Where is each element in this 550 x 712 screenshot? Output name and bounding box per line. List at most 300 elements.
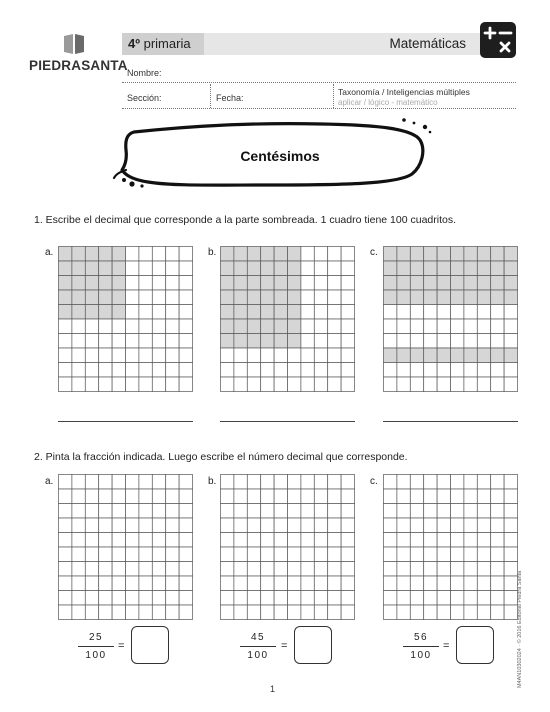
grid-cell <box>261 348 274 363</box>
grid-cell <box>314 334 327 349</box>
shaded-cell <box>274 261 287 276</box>
field-divider <box>333 84 334 108</box>
shaded-cell <box>99 290 112 305</box>
grid-cell <box>424 518 437 533</box>
shaded-cell <box>397 348 410 363</box>
grid-cell <box>221 489 234 504</box>
grid-cell <box>314 290 327 305</box>
shaded-cell <box>451 247 464 262</box>
grid-cell <box>477 504 490 519</box>
shaded-cell <box>85 290 98 305</box>
grid-cell <box>504 562 517 577</box>
grid-cell <box>397 363 410 378</box>
grid-cell <box>152 348 165 363</box>
grid-cell <box>247 547 260 562</box>
grid-cell <box>179 290 192 305</box>
grid-cell <box>179 547 192 562</box>
shaded-cell <box>464 247 477 262</box>
shaded-cell <box>424 290 437 305</box>
grid-cell <box>72 576 85 591</box>
grid-cell <box>99 363 112 378</box>
grid-cell <box>221 504 234 519</box>
item-letter: b. <box>208 476 217 487</box>
grid-cell <box>99 319 112 334</box>
shaded-cell <box>234 319 247 334</box>
grid-cell <box>424 576 437 591</box>
grid-cell <box>301 562 314 577</box>
grid-cell <box>477 562 490 577</box>
shaded-cell <box>85 261 98 276</box>
grid-cell <box>112 377 125 392</box>
shaded-cell <box>437 247 450 262</box>
grid-cell <box>72 518 85 533</box>
grid-cell <box>437 518 450 533</box>
grid-cell <box>314 533 327 548</box>
grid-cell <box>126 261 139 276</box>
grid-cell <box>437 533 450 548</box>
grid-cell <box>85 504 98 519</box>
answer-line[interactable] <box>58 421 193 422</box>
grid-cell <box>152 605 165 620</box>
grid-cell <box>72 533 85 548</box>
grid-cell <box>247 591 260 606</box>
shaded-cell <box>410 348 423 363</box>
grid-cell <box>139 348 152 363</box>
grid-cell <box>410 504 423 519</box>
shaded-cell <box>504 290 517 305</box>
grid-cell <box>384 576 397 591</box>
shaded-cell <box>261 305 274 320</box>
grid-cell <box>504 518 517 533</box>
shaded-cell <box>247 305 260 320</box>
grid-cell <box>314 489 327 504</box>
shaded-cell <box>491 276 504 291</box>
shaded-cell <box>491 290 504 305</box>
grid-cell <box>112 348 125 363</box>
section-date-field[interactable] <box>122 108 516 109</box>
grid-cell <box>152 518 165 533</box>
grid-cell <box>274 576 287 591</box>
grid-cell <box>491 504 504 519</box>
grid-cell <box>288 576 301 591</box>
grid-cell <box>477 305 490 320</box>
grid-cell <box>384 591 397 606</box>
shaded-cell <box>504 261 517 276</box>
grid-cell <box>328 334 341 349</box>
grid-cell <box>85 377 98 392</box>
hundred-grid-blank-c[interactable] <box>383 474 518 620</box>
shaded-cell <box>424 276 437 291</box>
grid-cell <box>301 348 314 363</box>
grid-cell <box>384 319 397 334</box>
shaded-cell <box>477 261 490 276</box>
grid-cell <box>261 377 274 392</box>
grid-cell <box>179 247 192 262</box>
section-label: Sección: <box>127 93 162 103</box>
grid-cell <box>504 547 517 562</box>
grid-cell <box>139 489 152 504</box>
grid-cell <box>328 363 341 378</box>
grid-cell <box>166 504 179 519</box>
grid-cell <box>59 334 72 349</box>
hundred-grid-shaded-b <box>220 246 355 392</box>
grid-cell <box>152 261 165 276</box>
grid-cell <box>288 562 301 577</box>
grid-cell <box>491 489 504 504</box>
grid-cell <box>85 576 98 591</box>
grid-cell <box>72 591 85 606</box>
grid-cell <box>139 518 152 533</box>
grid-cell <box>261 547 274 562</box>
fraction-numerator: 56 <box>413 632 429 643</box>
grid-cell <box>274 363 287 378</box>
grid-cell <box>166 276 179 291</box>
grid-cell <box>301 518 314 533</box>
grid-cell <box>477 319 490 334</box>
grid-cell <box>384 504 397 519</box>
grid-cell <box>301 504 314 519</box>
shaded-cell <box>477 348 490 363</box>
grid-cell <box>234 348 247 363</box>
grid-cell <box>504 363 517 378</box>
grid-cell <box>410 547 423 562</box>
grid-cell <box>504 334 517 349</box>
shaded-cell <box>274 319 287 334</box>
grid-cell <box>384 547 397 562</box>
grid-cell <box>314 348 327 363</box>
grid-cell <box>221 605 234 620</box>
shaded-cell <box>288 305 301 320</box>
grid-cell <box>166 475 179 490</box>
shaded-cell <box>72 276 85 291</box>
grid-cell <box>288 591 301 606</box>
grid-cell <box>341 290 354 305</box>
grid-cell <box>166 261 179 276</box>
grid-cell <box>397 576 410 591</box>
shaded-cell <box>112 290 125 305</box>
decimal-answer-box[interactable] <box>456 626 494 664</box>
shaded-cell <box>247 319 260 334</box>
grid-cell <box>437 504 450 519</box>
shaded-cell <box>85 247 98 262</box>
grid-cell <box>166 348 179 363</box>
grid-cell <box>384 475 397 490</box>
grid-cell <box>166 562 179 577</box>
grid-cell <box>437 562 450 577</box>
shaded-cell <box>234 334 247 349</box>
item-letter: a. <box>45 476 54 487</box>
grid-cell <box>384 305 397 320</box>
shaded-cell <box>464 276 477 291</box>
grid-cell <box>247 475 260 490</box>
fraction-bar <box>78 646 114 647</box>
grid-cell <box>288 605 301 620</box>
grid-cell <box>274 475 287 490</box>
grid-cell <box>261 363 274 378</box>
grid-cell <box>437 334 450 349</box>
grid-cell <box>491 605 504 620</box>
grid-cell <box>179 363 192 378</box>
grade-number: 4º <box>128 36 140 51</box>
grid-cell <box>288 518 301 533</box>
grid-cell <box>301 591 314 606</box>
grid-cell <box>152 276 165 291</box>
grid-cell <box>301 276 314 291</box>
grid-cell <box>464 334 477 349</box>
grid-cell <box>99 576 112 591</box>
grid-cell <box>410 489 423 504</box>
shaded-cell <box>288 276 301 291</box>
grid-cell <box>477 377 490 392</box>
grid-cell <box>477 475 490 490</box>
grid-cell <box>139 591 152 606</box>
grid-cell <box>152 533 165 548</box>
grid-cell <box>464 518 477 533</box>
grid-cell <box>341 504 354 519</box>
shaded-cell <box>288 319 301 334</box>
grid-cell <box>437 377 450 392</box>
grid-cell <box>152 489 165 504</box>
grid-cell <box>85 562 98 577</box>
fraction-c <box>403 631 439 662</box>
grid-cell <box>221 363 234 378</box>
grid-cell <box>234 591 247 606</box>
grid-cell <box>72 334 85 349</box>
shaded-cell <box>261 319 274 334</box>
shaded-cell <box>410 290 423 305</box>
exercise-1-instruction: 1. Escribe el decimal que corresponde a la parte sombreada. 1 cuadro tiene 100 cuadritos. <box>34 214 456 226</box>
grid-cell <box>288 348 301 363</box>
grid-cell <box>341 518 354 533</box>
grid-cell <box>152 591 165 606</box>
grid-cell <box>437 576 450 591</box>
grid-cell <box>179 475 192 490</box>
shaded-cell <box>59 276 72 291</box>
fraction-denominator: 100 <box>247 650 269 661</box>
shaded-cell <box>112 276 125 291</box>
grid-cell <box>261 533 274 548</box>
grid-cell <box>126 547 139 562</box>
grid-cell <box>261 504 274 519</box>
name-field[interactable] <box>122 82 516 83</box>
grid-cell <box>301 377 314 392</box>
grid-cell <box>477 363 490 378</box>
grid-cell <box>301 319 314 334</box>
grid-cell <box>301 547 314 562</box>
grid-cell <box>112 533 125 548</box>
grid-cell <box>99 547 112 562</box>
shaded-cell <box>72 247 85 262</box>
answer-line[interactable] <box>383 421 518 422</box>
grid-cell <box>424 562 437 577</box>
shaded-cell <box>384 348 397 363</box>
shaded-cell <box>477 276 490 291</box>
grid-cell <box>328 247 341 262</box>
grid-cell <box>274 377 287 392</box>
grid-cell <box>85 348 98 363</box>
shaded-cell <box>491 348 504 363</box>
hundred-grid-shaded-a <box>58 246 193 392</box>
grid-cell <box>59 591 72 606</box>
answer-line[interactable] <box>220 421 355 422</box>
grid-cell <box>139 377 152 392</box>
grid-cell <box>179 591 192 606</box>
grid-cell <box>504 475 517 490</box>
grid-cell <box>384 489 397 504</box>
grid-cell <box>247 348 260 363</box>
grid-cell <box>221 518 234 533</box>
shaded-cell <box>451 276 464 291</box>
grid-cell <box>397 319 410 334</box>
grid-cell <box>451 305 464 320</box>
grid-cell <box>139 562 152 577</box>
grid-cell <box>247 576 260 591</box>
grid-cell <box>139 276 152 291</box>
grid-cell <box>288 504 301 519</box>
grid-cell <box>166 547 179 562</box>
grid-cell <box>437 319 450 334</box>
grid-cell <box>424 605 437 620</box>
grid-cell <box>139 319 152 334</box>
shaded-cell <box>72 261 85 276</box>
grid-cell <box>504 605 517 620</box>
grid-cell <box>59 518 72 533</box>
grid-cell <box>464 489 477 504</box>
grid-cell <box>341 305 354 320</box>
grid-cell <box>166 605 179 620</box>
grid-cell <box>437 305 450 320</box>
grid-cell <box>152 562 165 577</box>
shaded-cell <box>247 290 260 305</box>
shaded-cell <box>504 247 517 262</box>
grid-cell <box>288 377 301 392</box>
shaded-cell <box>85 305 98 320</box>
grid-cell <box>126 475 139 490</box>
shaded-cell <box>477 290 490 305</box>
grid-cell <box>328 504 341 519</box>
grid-cell <box>328 533 341 548</box>
grid-cell <box>166 247 179 262</box>
shaded-cell <box>112 261 125 276</box>
shaded-cell <box>261 247 274 262</box>
grid-cell <box>126 334 139 349</box>
grid-cell <box>99 334 112 349</box>
grid-cell <box>314 363 327 378</box>
grid-cell <box>179 533 192 548</box>
grid-cell <box>99 377 112 392</box>
shaded-cell <box>397 290 410 305</box>
grid-cell <box>261 518 274 533</box>
grid-cell <box>139 334 152 349</box>
grid-cell <box>112 547 125 562</box>
shaded-cell <box>274 305 287 320</box>
grid-cell <box>126 305 139 320</box>
grid-cell <box>314 305 327 320</box>
field-divider <box>210 84 211 108</box>
grid-cell <box>139 305 152 320</box>
grid-cell <box>464 533 477 548</box>
shaded-cell <box>221 305 234 320</box>
shaded-cell <box>288 261 301 276</box>
fraction-numerator: 45 <box>250 632 266 643</box>
grid-cell <box>274 547 287 562</box>
grid-cell <box>221 591 234 606</box>
grid-cell <box>288 533 301 548</box>
grid-cell <box>464 547 477 562</box>
fraction-denominator: 100 <box>410 650 432 661</box>
grid-cell <box>261 562 274 577</box>
grid-cell <box>491 319 504 334</box>
grid-cell <box>314 562 327 577</box>
grid-cell <box>139 247 152 262</box>
taxonomy-title: Taxonomía / Inteligencias múltiples <box>338 87 470 97</box>
fraction-bar <box>403 646 439 647</box>
shaded-cell <box>234 276 247 291</box>
grid-cell <box>85 591 98 606</box>
grid-cell <box>410 305 423 320</box>
shaded-cell <box>72 305 85 320</box>
grid-cell <box>288 475 301 490</box>
grid-cell <box>179 319 192 334</box>
grid-cell <box>477 547 490 562</box>
grid-cell <box>72 363 85 378</box>
grid-cell <box>166 576 179 591</box>
grid-cell <box>451 547 464 562</box>
grid-cell <box>234 489 247 504</box>
item-letter: c. <box>370 247 378 258</box>
grid-cell <box>301 290 314 305</box>
grid-cell <box>139 504 152 519</box>
grid-cell <box>59 489 72 504</box>
copyright-side-text: M4AN10302024 · © 2016 Editorial Piedra Santa <box>517 570 523 688</box>
grid-cell <box>397 547 410 562</box>
decimal-answer-box[interactable] <box>131 626 169 664</box>
grid-cell <box>328 547 341 562</box>
grid-cell <box>341 591 354 606</box>
grid-cell <box>397 591 410 606</box>
grid-cell <box>152 377 165 392</box>
grid-cell <box>341 562 354 577</box>
grid-cell <box>179 504 192 519</box>
grid-cell <box>464 377 477 392</box>
item-letter: c. <box>370 476 378 487</box>
grid-cell <box>504 576 517 591</box>
shaded-cell <box>397 261 410 276</box>
grid-cell <box>112 319 125 334</box>
fraction-b <box>240 631 276 662</box>
grid-cell <box>451 504 464 519</box>
grid-cell <box>314 547 327 562</box>
grid-cell <box>234 475 247 490</box>
grid-cell <box>341 276 354 291</box>
hundred-grid-blank-b[interactable] <box>220 474 355 620</box>
shaded-cell <box>274 247 287 262</box>
grid-cell <box>504 305 517 320</box>
grade-label <box>122 33 204 55</box>
grid-cell <box>384 533 397 548</box>
hundred-grid-blank-a[interactable] <box>58 474 193 620</box>
fraction-bar <box>240 646 276 647</box>
decimal-answer-box[interactable] <box>294 626 332 664</box>
grid-cell <box>477 605 490 620</box>
grid-cell <box>464 562 477 577</box>
grid-cell <box>477 489 490 504</box>
shaded-cell <box>410 261 423 276</box>
grid-cell <box>99 489 112 504</box>
grid-cell <box>288 363 301 378</box>
item-letter: a. <box>45 247 54 258</box>
shaded-cell <box>221 334 234 349</box>
